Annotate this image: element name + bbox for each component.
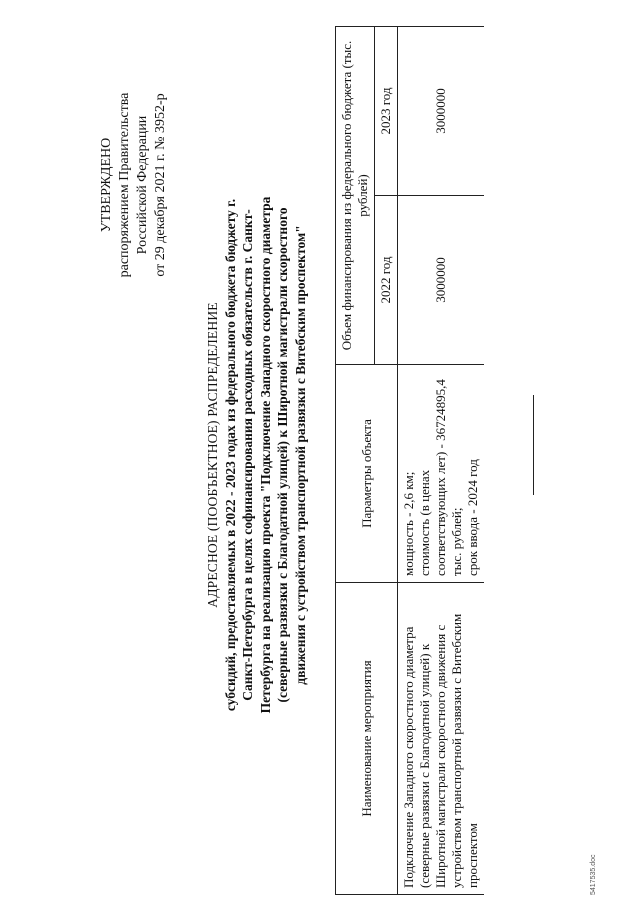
cell-event-name: Подключение Западного скоростного диаметра (северные развязки с Благодатной улицей) к Широтной магистрали скоростного движения с устройством транспортной развязки с Витебским проспектом: [398, 583, 485, 895]
header-year-2023: 2023 год: [375, 27, 398, 196]
document-id: 5417535.doc: [590, 854, 597, 895]
approval-block: [98, 60, 170, 310]
param-cost: стоимость (в ценах соответствующих лет) - 36724895,4 тыс. рублей;: [417, 379, 464, 576]
approval-line-1: распоряжением Правительства: [117, 92, 132, 278]
header-object-params: Параметры объекта: [336, 365, 398, 583]
cell-object-params: [398, 365, 485, 583]
approval-line-2: Российской Федерации: [135, 115, 150, 255]
param-capacity: мощность - 2,6 км;: [401, 471, 416, 576]
approval-line-3: от 29 декабря 2021 г. № 3952-р: [153, 93, 168, 277]
heading-title: АДРЕСНОЕ (ПООБЪЕКТНОЕ) РАСПРЕДЕЛЕНИЕ: [205, 302, 220, 608]
table-row: [398, 27, 485, 895]
param-commission-date: срок ввода - 2024 год: [465, 459, 480, 576]
cell-funding-2023: 3000000: [398, 27, 485, 196]
heading-subtitle: субсидий, предоставляемых в 2022 - 2023 годах из федерального бюджета бюджету г. Санкт-Петербурга в целях софинансирования расходных обязательств г. Санкт-Петербурга на реализацию проекта "Подключение Западного скоростного диаметра (северные развязки с Благодатной улицей) к Широтной магистрали скоростного движения с устройством транспортной развязки с Витебским проспектом": [222, 196, 308, 714]
signature-line: [533, 395, 534, 495]
document-heading: [204, 195, 309, 715]
header-event-name: Наименование мероприятия: [336, 583, 398, 895]
header-year-2022: 2022 год: [375, 196, 398, 365]
approval-title: УТВЕРЖДЕНО: [99, 137, 114, 233]
cell-funding-2022: 3000000: [398, 196, 485, 365]
distribution-table: [335, 26, 484, 895]
header-funding: Объем финансирования из федерального бюджета (тыс. рублей): [336, 27, 375, 365]
